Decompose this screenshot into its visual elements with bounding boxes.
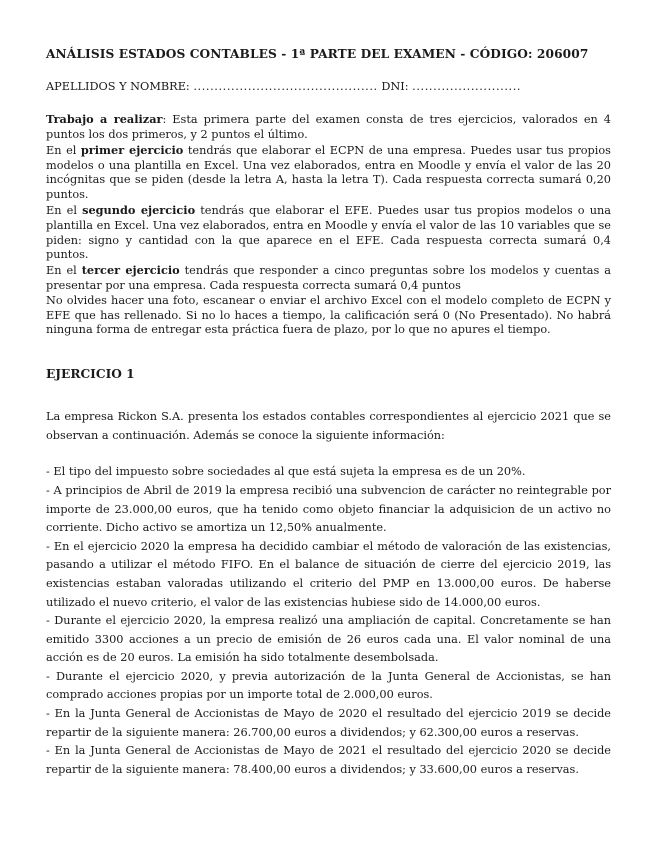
name-label: APELLIDOS Y NOMBRE: <box>46 80 190 93</box>
p2-bold: segundo ejercicio <box>82 202 196 217</box>
p2-pre: En el <box>46 203 83 217</box>
instructions <box>46 112 611 338</box>
dni-label: DNI: <box>381 80 409 93</box>
student-id-row <box>46 79 611 94</box>
instructions-third-exercise <box>46 263 611 294</box>
exercise-heading: EJERCICIO 1 <box>46 367 135 382</box>
name-blank: ............................................ <box>193 80 378 93</box>
exam-page <box>46 46 611 779</box>
list-item: - En el ejercicio 2020 la empresa ha decidido cambiar el método de valoración de las existencias, pasando a utilizar el método FIFO. En el balance de situación de cierre del ejercicio 2019, las existencias estaban valoradas utilizando el criterio del PMP en 13.000,00 euros. De haberse utilizado el nuevo criterio, el valor de las existencias hubiese sido de 14.000,00 euros. <box>46 539 611 609</box>
p1-pre: En el <box>46 143 81 157</box>
instructions-second-exercise <box>46 203 611 263</box>
instructions-lead <box>46 112 611 143</box>
list-item: - Durante el ejercicio 2020, y previa autorización de la Junta General de Accionistas, se han comprado acciones propias por un importe total de 2.000,00 euros. <box>46 669 611 702</box>
list-item: - Durante el ejercicio 2020, la empresa realizó una ampliación de capital. Concretamente se han emitido 3300 acciones a un precio de emisión de 26 euros cada una. El valor nominal de una acción es de 20 euros. La emisión ha sido totalmente desembolsada. <box>46 614 611 665</box>
list-item: - En la Junta General de Accionistas de Mayo de 2021 el resultado del ejercicio 2020 se decide repartir de la siguiente manera: 78.400,00 euros a dividendos; y 33.600,00 euros a reservas. <box>46 744 611 776</box>
instructions-lead-bold: Trabajo a realizar <box>46 112 163 127</box>
exercise-intro: La empresa Rickon S.A. presenta los estados contables correspondientes al ejercicio 2021 que se observan a continuación. Además se conoce la siguiente información: <box>46 410 611 442</box>
p1-post: tendrás que elaborar el ECPN de una empresa. Puedes usar tus propios modelos o una plantilla en Excel. Una vez elaborados, entra en Moodle y envía el valor de las 20 incógnitas que se piden (desde la letra A, hasta la letra T). Cada respuesta correcta sumará 0,20 puntos. <box>46 143 611 202</box>
list-item: - El tipo del impuesto sobre sociedades al que está sujeta la empresa es de un 20%. <box>46 465 526 479</box>
p3-pre: En el <box>46 264 82 278</box>
list-item: - A principios de Abril de 2019 la empresa recibió una subvencion de carácter no reintegrable por importe de 23.000,00 euros, que ha tenido como objeto financiar la adquisicion de un activo no corriente. Dicho activo se amortiza un 12,50% anualmente. <box>46 483 611 535</box>
instructions-lead-text: : Esta primera parte del examen consta de tres ejercicios, valorados en 4 puntos los dos primeros, y 2 puntos el último. <box>46 113 611 141</box>
instructions-submission-note: No olvides hacer una foto, escanear o enviar el archivo Excel con el modelo completo de ECPN y EFE que has rellenado. Si no lo haces a tiempo, la calificación será 0 (No Presentado). No habrá ninguna forma de entregar esta práctica fuera de plazo, por lo que no apures el tiempo. <box>46 293 611 337</box>
p3-bold: tercer ejercicio <box>81 263 180 278</box>
instructions-first-exercise <box>46 143 611 203</box>
list-item: - En la Junta General de Accionistas de Mayo de 2020 el resultado del ejercicio 2019 se decide repartir de la siguiente manera: 26.700,00 euros a dividendos; y 62.300,00 euros a reservas. <box>46 707 611 739</box>
dni-blank: .......................... <box>412 80 522 93</box>
exercise-info-list <box>46 463 611 779</box>
p1-bold: primer ejercicio <box>80 142 184 157</box>
p2-post: tendrás que elaborar el EFE. Puedes usar tus propios modelos o una plantilla en Excel. Una vez elaborados, entra en Moodle y envía el valor de las 10 variables que se piden: signo y cantidad con la que aparece en el EFE. Cada respuesta correcta sumará 0,4 puntos. <box>46 203 611 262</box>
exam-title: ANÁLISIS ESTADOS CONTABLES - 1ª PARTE DEL EXAMEN - CÓDIGO: 206007 <box>46 47 589 61</box>
p3-post: tendrás que responder a cinco preguntas sobre los modelos y cuentas a presentar por una empresa. Cada respuesta correcta sumará 0,4 puntos <box>46 264 612 292</box>
